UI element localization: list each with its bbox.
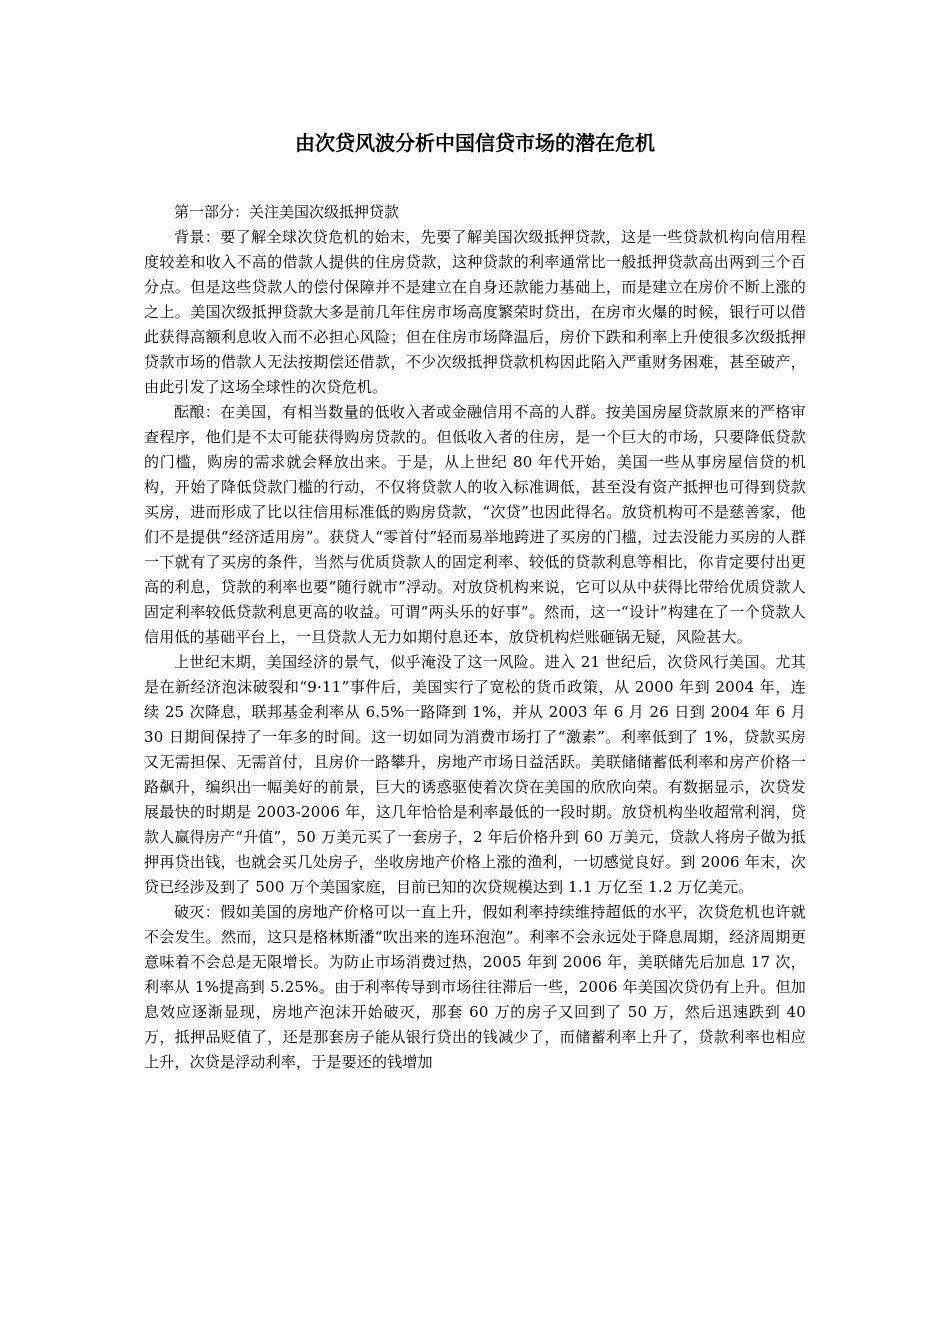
paragraph-brewing: 酝酿：在美国，有相当数量的低收入者或金融信用不高的人群。按美国房屋贷款原来的严格审查程序，他们是不太可能获得购房贷款的。但低收入者的住房，是一个巨大的市场，只要降低贷款的门槛，购房的需求就会释放出来。于是，从上世纪 80 年代开始，美国一些从事房屋信贷的机构，开始了降低贷款门槛的行动，不仅将贷款人的收入标准调低，甚至没有资产抵押也可得到贷款买房，进而形成了比以往信用标准低的购房贷款，“次贷”也因此得名。放贷机构可不是慈善家，他们不是提供“经济适用房”。获贷人“零首付”轻而易举地跨进了买房的门槛，过去没能力买房的人群一下就有了买房的条件，当然与优质贷款人的固定利率、较低的贷款利息等相比，你肯定要付出更高的利息，贷款的利率也要“随行就市”浮动。对放贷机构来说，它可以从中获得比带给优质贷款人固定利率较低贷款利息更高的收益。可谓“两头乐的好事”。然而，这一“设计”构建在了一个贷款人信用低的基础平台上，一旦贷款人无力如期付息还本，放贷机构烂账砸锅无疑，风险甚大。 — [144, 403, 806, 646]
section-heading: 第一部分：关注美国次级抵押贷款 — [174, 203, 400, 221]
paragraph-late-century: 上世纪末期，美国经济的景气，似乎淹没了这一风险。进入 21 世纪后，次贷风行美国。尤其是在新经济泡沫破裂和“9·11”事件后，美国实行了宽松的货币政策，从 2000 年到 2004 年，连续 25 次降息，联邦基金利率从 6.5%一路降到 1%，并从 2003 年 6 月 26 日到 2004 年 6 月 30 日期间保持了一年多的时间。这一切如同为消费市场打了“激素”。利率低到了 1%，贷款买房又无需担保、无需首付，且房价一路攀升，房地产市场日益活跃。美联储储蓄低利率和房产价格一路飙升，编织出一幅美好的前景，巨大的诱惑驱使着次贷在美国的欣欣向荣。有数据显示，次贷发展最快的时期是 2003-2006 年，这几年恰恰是利率最低的一段时期。放贷机构坐收超常利润，贷款人赢得房产“升值”，50 万美元买了一套房子，2 年后价格升到 60 万美元，贷款人将房子做为抵押再贷出钱，也就会买几处房子，坐收房地产价格上涨的渔利，一切感觉良好。到 2006 年末，次贷已经涉及到了 500 万个美国家庭，目前已知的次贷规模达到 1.1 万亿至 1.2 万亿美元。 — [144, 653, 806, 896]
paragraph-burst: 破灭：假如美国的房地产价格可以一直上升，假如利率持续维持超低的水平，次贷危机也许就不会发生。然而，这只是格林斯潘“吹出来的连环泡泡”。利率不会永远处于降息周期，经济周期更意味着不会总是无限增长。为防止市场消费过热，2005 年到 2006 年，美联储先后加息 17 次，利率从 1%提高到 5.25%。由于利率传导到市场往往滞后一些，2006 年美国次贷仍有上升。但加息效应逐渐显现，房地产泡沫开始破灭，那套 60 万的房子又回到了 50 万，然后迅速跌到 40 万，抵押品贬值了，还是那套房子能从银行贷出的钱减少了，而储蓄利率上升了，贷款利率也相应上升，次贷是浮动利率，于是要还的钱增加 — [144, 903, 806, 1071]
document-title: 由次贷风波分析中国信贷市场的潜在危机 — [295, 131, 655, 155]
paragraph-background: 背景：要了解全球次贷危机的始末，先要了解美国次级抵押贷款，这是一些贷款机构向信用程度较差和收入不高的借款人提供的住房贷款，这种贷款的利率通常比一般抵押贷款高出两到三个百分点。但是这些贷款人的偿付保障并不是建立在自身还款能力基础上，而是建立在房价不断上涨的之上。美国次级抵押贷款大多是前几年住房市场高度繁荣时贷出，在房市火爆的时候，银行可以借此获得高额利息收入而不必担心风险；但在住房市场降温后，房价下跌和利率上升使很多次级抵押贷款市场的借款人无法按期偿还借款，不少次级抵押贷款机构因此陷入严重财务困难，甚至破产，由此引发了这场全球性的次贷危机。 — [144, 228, 806, 396]
document-body — [144, 128, 806, 1075]
